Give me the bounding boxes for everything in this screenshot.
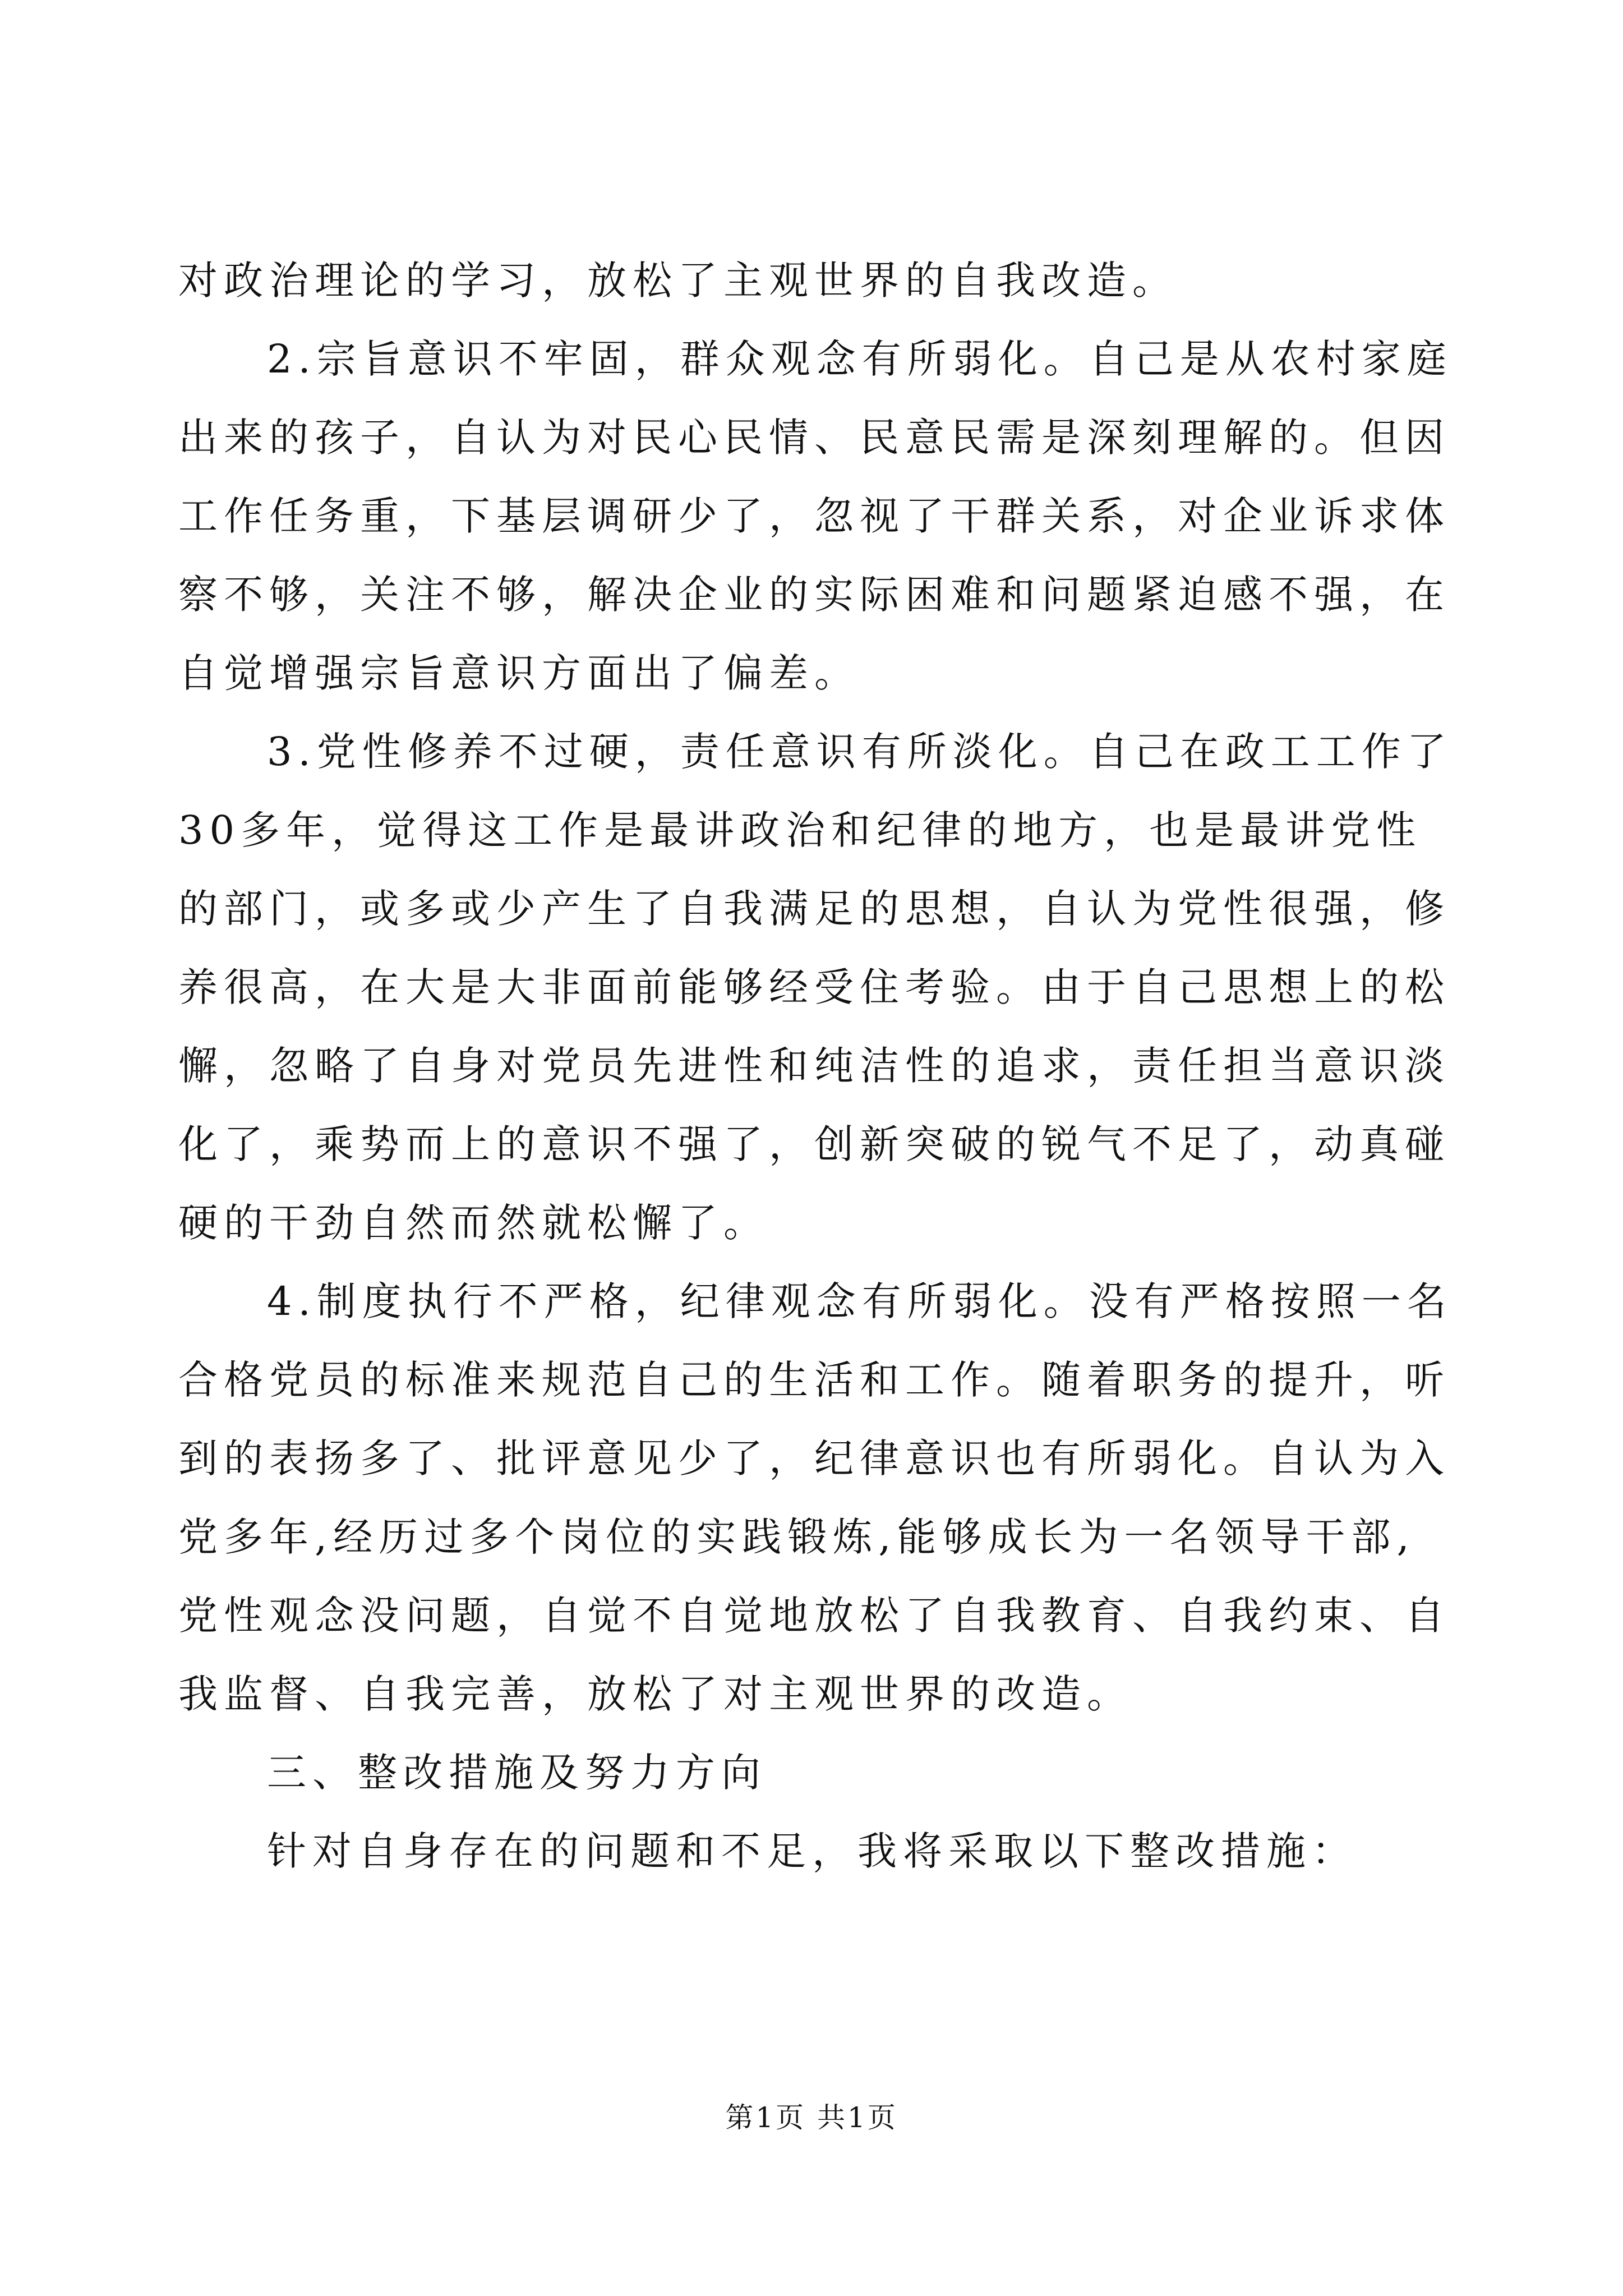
text-line: 对政治理论的学习，放松了主观世界的自我改造。 (178, 257, 1178, 303)
page-footer: 第1页 共1页 (725, 2101, 898, 2134)
text-line: 合格党员的标准来规范自己的生活和工作。随着职务的提升，听 (178, 1357, 1450, 1403)
text-line: 懈，忽略了自身对党员先进性和纯洁性的追求，责任担当意识淡 (178, 1043, 1450, 1089)
text-line: 养很高，在大是大非面前能够经受住考验。由于自己思想上的松 (178, 964, 1450, 1010)
text-line: 我监督、自我完善，放松了对主观世界的改造。 (178, 1671, 1132, 1717)
text-line: 针对自身存在的问题和不足，我将采取以下整改措施： (267, 1828, 1357, 1874)
text-line: 党多年,经历过多个岗位的实践锻炼,能够成长为一名领导干部, (178, 1514, 1415, 1560)
text-line: 3.党性修养不过硬，责任意识有所淡化。自己在政工工作了 (267, 729, 1453, 775)
document-body (178, 241, 1453, 1890)
text-line: 硬的干劲自然而然就松懈了。 (178, 1200, 769, 1246)
text-line: 30多年，觉得这工作是最讲政治和纪律的地方，也是最讲党性 (178, 807, 1422, 853)
text-line: 到的表扬多了、批评意见少了，纪律意识也有所弱化。自认为入 (178, 1435, 1450, 1481)
text-line: 出来的孩子，自认为对民心民情、民意民需是深刻理解的。但因 (178, 415, 1450, 461)
text-line: 2.宗旨意识不牢固，群众观念有所弱化。自己是从农村家庭 (267, 336, 1453, 382)
text-line: 的部门，或多或少产生了自我满足的思想，自认为党性很强，修 (178, 886, 1450, 932)
text-line: 自觉增强宗旨意识方面出了偏差。 (178, 650, 860, 696)
text-line: 化了，乘势而上的意识不强了，创新突破的锐气不足了，动真碰 (178, 1121, 1450, 1167)
text-line: 4.制度执行不严格，纪律观念有所弱化。没有严格按照一名 (267, 1278, 1453, 1324)
text-line: 察不够，关注不够，解决企业的实际困难和问题紧迫感不强，在 (178, 572, 1450, 618)
text-line: 工作任务重，下基层调研少了，忽视了干群关系，对企业诉求体 (178, 493, 1450, 539)
text-line: 党性观念没问题，自觉不自觉地放松了自我教育、自我约束、自 (178, 1593, 1450, 1639)
section-heading: 三、整改措施及努力方向 (267, 1750, 767, 1796)
